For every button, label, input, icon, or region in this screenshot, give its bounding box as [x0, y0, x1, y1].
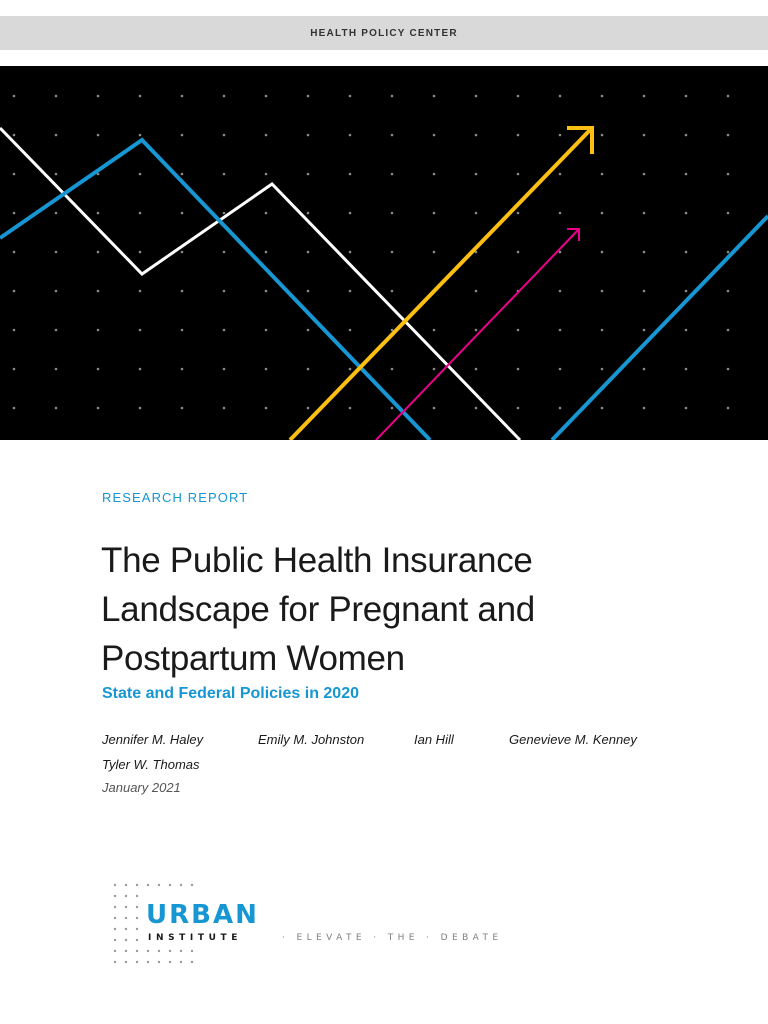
grid-dot — [139, 95, 142, 98]
grid-dot — [223, 329, 226, 332]
grid-dot — [181, 290, 184, 293]
grid-dot — [601, 368, 604, 371]
grid-dot — [181, 95, 184, 98]
grid-dot — [559, 173, 562, 176]
grid-dot — [433, 173, 436, 176]
grid-dot — [181, 251, 184, 254]
logo-dot — [125, 917, 127, 919]
grid-dot — [223, 290, 226, 293]
grid-dot — [349, 95, 352, 98]
report-title — [101, 536, 661, 683]
grid-dot — [433, 134, 436, 137]
grid-dot — [97, 290, 100, 293]
author-name: Emily M. Johnston — [258, 732, 365, 747]
grid-dot — [685, 251, 688, 254]
grid-dot — [265, 212, 268, 215]
logo-dot — [114, 906, 116, 908]
grid-dot — [391, 134, 394, 137]
logo-dot — [169, 961, 171, 963]
grid-dot — [727, 290, 730, 293]
title-line: Postpartum Women — [101, 639, 405, 678]
grid-dot — [517, 407, 520, 410]
grid-dot — [55, 290, 58, 293]
grid-dot — [685, 212, 688, 215]
logo-dot — [169, 884, 171, 886]
logo-dot — [125, 950, 127, 952]
grid-dot — [265, 251, 268, 254]
grid-dot — [643, 134, 646, 137]
grid-dot — [643, 173, 646, 176]
grid-dot — [139, 173, 142, 176]
grid-dot — [559, 368, 562, 371]
logo-dot — [147, 961, 149, 963]
grid-dot — [727, 329, 730, 332]
grid-dot — [517, 173, 520, 176]
yellow-arrow-line — [290, 130, 590, 440]
logo-dot — [180, 961, 182, 963]
grid-dot — [601, 95, 604, 98]
grid-dot — [475, 212, 478, 215]
grid-dot — [55, 173, 58, 176]
grid-dot — [475, 95, 478, 98]
grid-dot — [475, 173, 478, 176]
grid-dot — [55, 368, 58, 371]
grid-dot — [559, 290, 562, 293]
logo-dot — [136, 884, 138, 886]
grid-dot — [97, 251, 100, 254]
grid-dot — [223, 134, 226, 137]
center-name: HEALTH POLICY CENTER — [310, 27, 458, 39]
grid-dot — [307, 407, 310, 410]
grid-dot — [559, 134, 562, 137]
grid-dot — [517, 251, 520, 254]
logo-tagline: · ELEVATE · THE · DEBATE — [282, 933, 503, 943]
logo-dot — [191, 884, 193, 886]
grid-dot — [643, 290, 646, 293]
grid-dot — [601, 251, 604, 254]
grid-dot — [475, 134, 478, 137]
grid-dot — [349, 407, 352, 410]
grid-dot — [601, 173, 604, 176]
blue-trend-line — [0, 140, 430, 440]
grid-dot — [13, 290, 16, 293]
grid-dot — [55, 407, 58, 410]
grid-dot — [307, 251, 310, 254]
grid-dot — [349, 329, 352, 332]
grid-dot — [391, 251, 394, 254]
grid-dot — [643, 212, 646, 215]
logo-dot — [158, 961, 160, 963]
grid-dot — [55, 251, 58, 254]
grid-dot — [349, 212, 352, 215]
logo-dot — [191, 961, 193, 963]
grid-dot — [391, 173, 394, 176]
logo-dot — [125, 939, 127, 941]
grid-dot — [307, 329, 310, 332]
grid-dot — [643, 407, 646, 410]
grid-dot — [517, 329, 520, 332]
grid-dot — [559, 407, 562, 410]
logo-dot — [125, 895, 127, 897]
grid-dot — [307, 95, 310, 98]
grid-dot — [181, 173, 184, 176]
grid-dot — [181, 134, 184, 137]
grid-dot — [223, 212, 226, 215]
grid-dot — [265, 95, 268, 98]
grid-dot — [139, 329, 142, 332]
grid-dot — [181, 212, 184, 215]
grid-dot — [685, 329, 688, 332]
author-name: Ian Hill — [414, 732, 454, 747]
grid-dot — [13, 134, 16, 137]
grid-dot — [475, 329, 478, 332]
grid-dot — [139, 368, 142, 371]
grid-dot — [433, 95, 436, 98]
grid-dot — [643, 368, 646, 371]
grid-dot — [433, 368, 436, 371]
grid-dot — [181, 368, 184, 371]
grid-dot — [517, 95, 520, 98]
logo-dot — [158, 950, 160, 952]
grid-dot — [97, 95, 100, 98]
grid-dot — [601, 212, 604, 215]
grid-dot — [139, 290, 142, 293]
grid-dot — [223, 173, 226, 176]
logo-dot — [136, 928, 138, 930]
grid-dot — [391, 290, 394, 293]
logo-dot — [114, 950, 116, 952]
logo-dot — [136, 917, 138, 919]
logo-dot — [169, 950, 171, 952]
grid-dot — [181, 407, 184, 410]
grid-dot — [55, 212, 58, 215]
logo-dot — [136, 895, 138, 897]
grid-dot — [97, 407, 100, 410]
grid-dot — [475, 407, 478, 410]
title-line: Landscape for Pregnant and — [101, 590, 535, 629]
grid-dot — [433, 329, 436, 332]
grid-dot — [475, 290, 478, 293]
grid-dot — [727, 407, 730, 410]
grid-dot — [223, 251, 226, 254]
grid-dot — [265, 407, 268, 410]
grid-dot — [13, 212, 16, 215]
report-type-label: RESEARCH REPORT — [102, 490, 249, 505]
logo-dot — [191, 950, 193, 952]
grid-dot — [265, 368, 268, 371]
grid-dot — [349, 251, 352, 254]
logo-dot — [114, 939, 116, 941]
grid-dot — [433, 251, 436, 254]
grid-dot — [601, 407, 604, 410]
grid-dot — [265, 290, 268, 293]
grid-dot — [391, 407, 394, 410]
grid-dot — [13, 368, 16, 371]
grid-dot — [559, 329, 562, 332]
grid-dot — [265, 173, 268, 176]
cover-artwork — [0, 66, 768, 440]
logo-dot — [114, 884, 116, 886]
grid-dot — [307, 134, 310, 137]
grid-dot — [139, 212, 142, 215]
grid-dot — [433, 212, 436, 215]
grid-dot — [223, 407, 226, 410]
grid-dot — [559, 212, 562, 215]
grid-dot — [307, 290, 310, 293]
logo-dot — [147, 950, 149, 952]
logo-dot — [114, 917, 116, 919]
grid-dot — [97, 368, 100, 371]
logo-wordmark: URBAN — [146, 900, 259, 930]
grid-dot — [97, 329, 100, 332]
grid-dot — [727, 251, 730, 254]
grid-dot — [265, 134, 268, 137]
grid-dot — [307, 368, 310, 371]
grid-dot — [307, 173, 310, 176]
grid-dot — [685, 290, 688, 293]
blue-rising-line — [552, 216, 768, 440]
logo-dot — [114, 961, 116, 963]
logo-dot-pattern — [110, 880, 210, 980]
grid-dot — [391, 95, 394, 98]
grid-dot — [685, 134, 688, 137]
logo-dot — [136, 950, 138, 952]
logo-dot — [158, 884, 160, 886]
grid-dot — [139, 134, 142, 137]
grid-dot — [55, 134, 58, 137]
grid-dot — [517, 212, 520, 215]
logo-dot — [125, 961, 127, 963]
grid-dot — [643, 95, 646, 98]
logo-dot — [114, 928, 116, 930]
grid-dot — [391, 212, 394, 215]
logo-dot — [125, 928, 127, 930]
grid-dot — [727, 368, 730, 371]
logo-dot — [125, 906, 127, 908]
grid-dot — [139, 407, 142, 410]
grid-dot — [349, 173, 352, 176]
grid-dot — [265, 329, 268, 332]
grid-dot — [55, 95, 58, 98]
logo-dot — [114, 895, 116, 897]
logo-dot — [136, 906, 138, 908]
logo-dot — [136, 961, 138, 963]
logo-dot — [136, 939, 138, 941]
logo-dot — [180, 950, 182, 952]
center-header-bar — [0, 16, 768, 50]
grid-dot — [517, 368, 520, 371]
grid-dot — [643, 329, 646, 332]
logo-dot — [125, 884, 127, 886]
grid-dot — [391, 368, 394, 371]
grid-dot — [223, 95, 226, 98]
grid-dot — [307, 212, 310, 215]
grid-dot — [349, 290, 352, 293]
logo-dot — [180, 884, 182, 886]
grid-dot — [727, 212, 730, 215]
report-subtitle: State and Federal Policies in 2020 — [102, 685, 359, 702]
grid-dot — [517, 134, 520, 137]
publication-date: January 2021 — [102, 780, 181, 795]
grid-dot — [727, 173, 730, 176]
grid-dot — [433, 407, 436, 410]
grid-dot — [13, 329, 16, 332]
grid-dot — [13, 173, 16, 176]
grid-dot — [97, 134, 100, 137]
grid-dot — [643, 251, 646, 254]
grid-dot — [601, 134, 604, 137]
grid-dot — [685, 407, 688, 410]
author-name: Genevieve M. Kenney — [509, 732, 637, 747]
grid-dot — [13, 407, 16, 410]
author-name: Tyler W. Thomas — [102, 757, 200, 772]
title-line: The Public Health Insurance — [101, 541, 533, 580]
grid-dot — [97, 212, 100, 215]
cover-banner — [0, 66, 768, 440]
grid-dot — [727, 95, 730, 98]
grid-dot — [223, 368, 226, 371]
grid-dot — [55, 329, 58, 332]
grid-dot — [139, 251, 142, 254]
grid-dot — [685, 368, 688, 371]
grid-dot — [685, 95, 688, 98]
logo-subname: INSTITUTE — [148, 933, 242, 943]
grid-dot — [559, 95, 562, 98]
grid-dot — [13, 251, 16, 254]
logo-dot — [147, 884, 149, 886]
author-name: Jennifer M. Haley — [102, 732, 204, 747]
urban-institute-logo — [110, 880, 530, 980]
grid-dot — [181, 329, 184, 332]
grid-dot — [13, 95, 16, 98]
grid-dot — [601, 329, 604, 332]
grid-dot — [349, 368, 352, 371]
grid-dot — [475, 368, 478, 371]
grid-dot — [601, 290, 604, 293]
grid-dot — [727, 134, 730, 137]
grid-dot — [349, 134, 352, 137]
grid-dot — [685, 173, 688, 176]
